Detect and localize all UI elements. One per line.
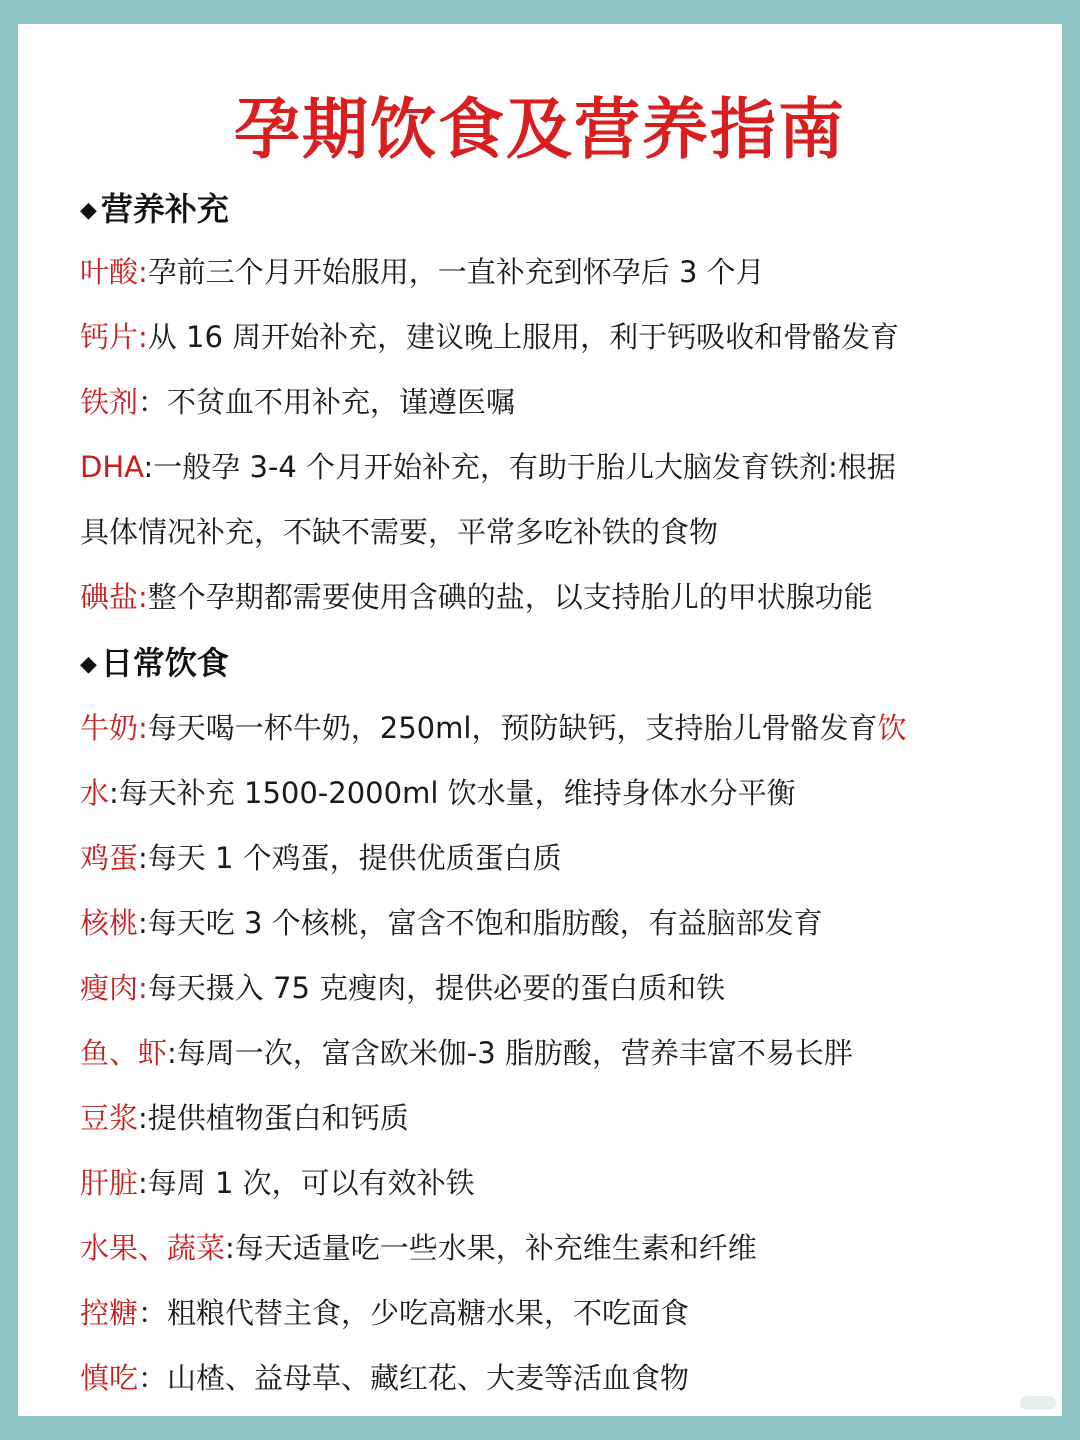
section-heading-daily-diet bbox=[80, 638, 229, 684]
item-text: 整个孕期都需要使用含碘的盐，以支持胎儿的甲状腺功能 bbox=[147, 580, 873, 614]
list-item bbox=[80, 1226, 757, 1267]
section-heading-nutrition bbox=[80, 184, 229, 230]
item-text: 具体情况补充，不缺不需要，平常多吃补铁的食物 bbox=[80, 515, 719, 549]
item-text: :一般孕 3-4 个月开始补充，有助于胎儿大脑发育铁剂:根据 bbox=[143, 450, 896, 484]
list-item bbox=[80, 966, 725, 1007]
list-item bbox=[80, 380, 515, 421]
list-item bbox=[80, 1291, 689, 1332]
section-heading-label: 营养补充 bbox=[100, 190, 229, 228]
item-text: ：粗粮代替主食，少吃高糖水果，不吃面食 bbox=[138, 1296, 690, 1330]
item-label: 水 bbox=[80, 776, 110, 810]
item-text: 从 16 周开始补充，建议晚上服用，利于钙吸收和骨骼发育 bbox=[147, 320, 900, 354]
list-item bbox=[80, 1096, 409, 1137]
item-text: :提供植物蛋白和钙质 bbox=[138, 1101, 409, 1135]
page-title: 孕期饮食及营养指南 bbox=[234, 91, 846, 168]
item-text: ：山楂、益母草、藏红花、大麦等活血食物 bbox=[138, 1361, 690, 1395]
list-item bbox=[80, 1356, 689, 1397]
list-item bbox=[80, 1031, 853, 1072]
item-text: :每天吃 3 个核桃，富含不饱和脂肪酸，有益脑部发育 bbox=[138, 906, 823, 940]
section-heading-label: 日常饮食 bbox=[100, 644, 229, 682]
item-label-tail: 饮 bbox=[877, 711, 907, 745]
item-label: 瘦肉: bbox=[80, 971, 148, 1005]
list-item bbox=[80, 1161, 475, 1202]
item-text: 每天喝一杯牛奶，250ml，预防缺钙，支持胎儿骨骼发育 bbox=[147, 711, 878, 745]
list-item bbox=[80, 250, 765, 291]
list-item bbox=[80, 771, 796, 812]
list-item bbox=[80, 836, 562, 877]
item-label: 鸡蛋 bbox=[80, 841, 139, 875]
item-label: DHA bbox=[80, 450, 144, 484]
item-label: 核桃 bbox=[80, 906, 139, 940]
item-label: 水果、蔬菜 bbox=[80, 1231, 226, 1265]
diamond-bullet-icon: ◆ bbox=[80, 198, 97, 223]
item-label: 碘盐: bbox=[80, 580, 148, 614]
item-label: 叶酸: bbox=[80, 255, 148, 289]
item-label: 控糖 bbox=[80, 1296, 139, 1330]
guide-card bbox=[18, 24, 1062, 1416]
item-label: 肝脏 bbox=[80, 1166, 139, 1200]
diamond-bullet-icon: ◆ bbox=[80, 652, 97, 677]
item-label: 钙片: bbox=[80, 320, 148, 354]
list-item-continuation bbox=[80, 510, 718, 551]
list-item bbox=[80, 706, 906, 747]
item-text: :每周一次，富含欧米伽-3 脂肪酸，营养丰富不易长胖 bbox=[167, 1036, 853, 1070]
item-label: 牛奶: bbox=[80, 711, 148, 745]
item-text: 孕前三个月开始服用，一直补充到怀孕后 3 个月 bbox=[147, 255, 765, 289]
item-label: 鱼、虾 bbox=[80, 1036, 168, 1070]
list-item bbox=[80, 315, 899, 356]
list-item bbox=[80, 445, 896, 486]
list-item bbox=[80, 901, 823, 942]
item-text: :每周 1 次，可以有效补铁 bbox=[138, 1166, 475, 1200]
item-label: 慎吃 bbox=[80, 1361, 139, 1395]
list-item bbox=[80, 575, 873, 616]
watermark-logo bbox=[1020, 1396, 1056, 1410]
item-text: :每天适量吃一些水果，补充维生素和纤维 bbox=[225, 1231, 757, 1265]
item-label: 铁剂 bbox=[80, 385, 139, 419]
item-text: :每天 1 个鸡蛋，提供优质蛋白质 bbox=[138, 841, 562, 875]
item-label: 豆浆 bbox=[80, 1101, 139, 1135]
item-text: ：不贫血不用补充，谨遵医嘱 bbox=[138, 385, 516, 419]
item-text: :每天补充 1500-2000ml 饮水量，维持身体水分平衡 bbox=[109, 776, 796, 810]
item-text: 每天摄入 75 克瘦肉，提供必要的蛋白质和铁 bbox=[147, 971, 726, 1005]
